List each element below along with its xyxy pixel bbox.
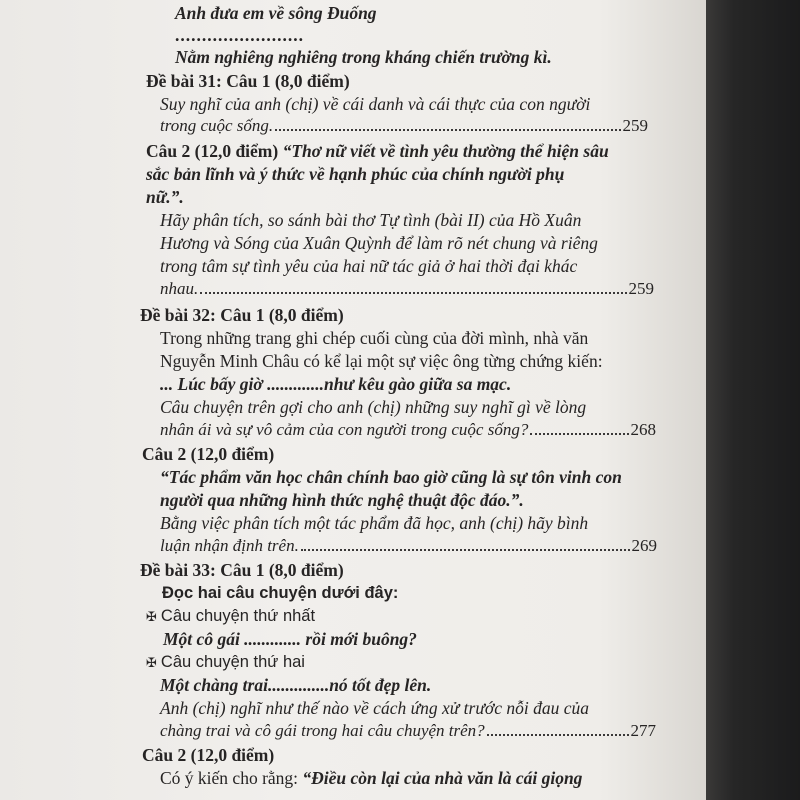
de-32-q2-entry[interactable] [160, 535, 657, 557]
de-31-q2-line1 [146, 140, 609, 162]
de-32-q1-line4: Câu chuyện trên gợi cho anh (chị) những suy nghĩ gì về lòng [160, 397, 587, 417]
de-32-q2-line1: “Tác phẩm văn học chân chính bao giờ cũng là sự tôn vinh con [160, 467, 622, 487]
de-32-heading: Đề bài 32: Câu 1 (8,0 điểm) [140, 305, 344, 325]
de-31-q1-line1: Suy nghĩ của anh (chị) về cái danh và cái thực của con người [160, 94, 591, 114]
de-32-q2-line2: người qua những hình thức nghệ thuật độc đáo.”. [160, 490, 524, 510]
de-33-story1-label-row [146, 605, 315, 629]
de-31-q2-entry[interactable] [160, 278, 654, 300]
leader-dots [200, 278, 626, 294]
leader-dots [301, 535, 630, 551]
de-33-story2-label-row [146, 651, 305, 675]
de-31-q2-line6: trong tâm sự tình yêu của hai nữ tác giả ở hai thời đại khác [160, 256, 578, 276]
de-32-q2-line3: Bằng việc phân tích một tác phẩm đã học, anh (chị) hãy bình [160, 513, 589, 533]
poem-line-1: Anh đưa em về sông Đuống [175, 3, 377, 23]
de-31-q2-line5: Hương và Sóng của Xuân Quỳnh để làm rõ nét chung và riêng [160, 233, 598, 253]
de-32-q1-entry[interactable] [160, 419, 656, 441]
page-edge-shadow [706, 0, 800, 800]
page-number: 277 [630, 721, 656, 740]
star-bullet-icon: ✠ [146, 656, 157, 671]
de-31-q1-line2: trong cuộc sống. [160, 116, 274, 135]
de-31-q2-heading: Câu 2 (12,0 điểm) [146, 141, 283, 161]
leader-dots [530, 419, 628, 435]
de-32-q2-heading: Câu 2 (12,0 điểm) [142, 444, 275, 464]
de-31-q2-line7: nhau. [160, 279, 199, 298]
page-number: 259 [622, 116, 648, 135]
de-33-q1-entry[interactable] [160, 720, 656, 742]
leader-dots [487, 720, 629, 736]
de-33-story2-text: Một chàng trai..............nó tốt đẹp lên. [160, 675, 432, 695]
de-32-q1-line5: nhân ái và sự vô cảm của con người trong cuộc sống? [160, 420, 529, 439]
de-33-q1-line2: chàng trai và cô gái trong hai câu chuyện trên? [160, 721, 485, 740]
de-32-q1-line3: ... Lúc bấy giờ .............như kêu gào giữa sa mạc. [160, 374, 512, 394]
de-33-heading: Đề bài 33: Câu 1 (8,0 điểm) [140, 560, 344, 580]
de-31-q1-entry[interactable] [160, 115, 648, 137]
de-33-q2-heading: Câu 2 (12,0 điểm) [142, 745, 275, 765]
de-31-q2-line2: sắc bản lĩnh và ý thức về hạnh phúc của chính người phụ [146, 164, 565, 184]
de-33-q2-quote: “Điều còn lại của nhà văn là cái giọng [302, 768, 583, 788]
de-32-q1-line2: Nguyễn Minh Châu có kể lại một sự việc ông từng chứng kiến: [160, 351, 603, 371]
star-bullet-icon: ✠ [146, 610, 157, 625]
de-33-q2-lead: Có ý kiến cho rằng: [160, 768, 303, 788]
poem-line-2: Nằm nghiêng nghiêng trong kháng chiến trường kì. [175, 47, 552, 67]
de-33-story1-label: Câu chuyện thứ nhất [160, 607, 316, 625]
page-number: 269 [631, 536, 657, 555]
de-31-heading: Đề bài 31: Câu 1 (8,0 điểm) [146, 71, 350, 91]
de-31-q2-quote: “Thơ nữ viết về tình yêu thường thể hiện sâu [282, 141, 609, 161]
de-33-q2-line1 [160, 767, 582, 789]
page-number: 259 [628, 279, 654, 298]
de-32-q2-line4: luận nhận định trên. [160, 536, 299, 555]
de-32-q1-line1: Trong những trang ghi chép cuối cùng của đời mình, nhà văn [160, 328, 589, 348]
leader-dots [275, 115, 620, 131]
de-31-q2-line4: Hãy phân tích, so sánh bài thơ Tự tình (bài II) của Hồ Xuân [160, 210, 582, 230]
de-31-q2-line3: nữ.”. [146, 187, 184, 207]
poem-ellipsis: ........................ [175, 25, 304, 45]
de-33-story1-text: Một cô gái ............. rồi mới buông? [163, 629, 417, 649]
page-number: 268 [630, 420, 656, 439]
de-33-story2-label: Câu chuyện thứ hai [160, 653, 305, 671]
de-33-q1-line1: Anh (chị) nghĩ như thế nào về cách ứng xử trước nỗi đau của [160, 698, 590, 718]
de-33-q1-intro: Đọc hai câu chuyện dưới đây: [162, 584, 399, 602]
